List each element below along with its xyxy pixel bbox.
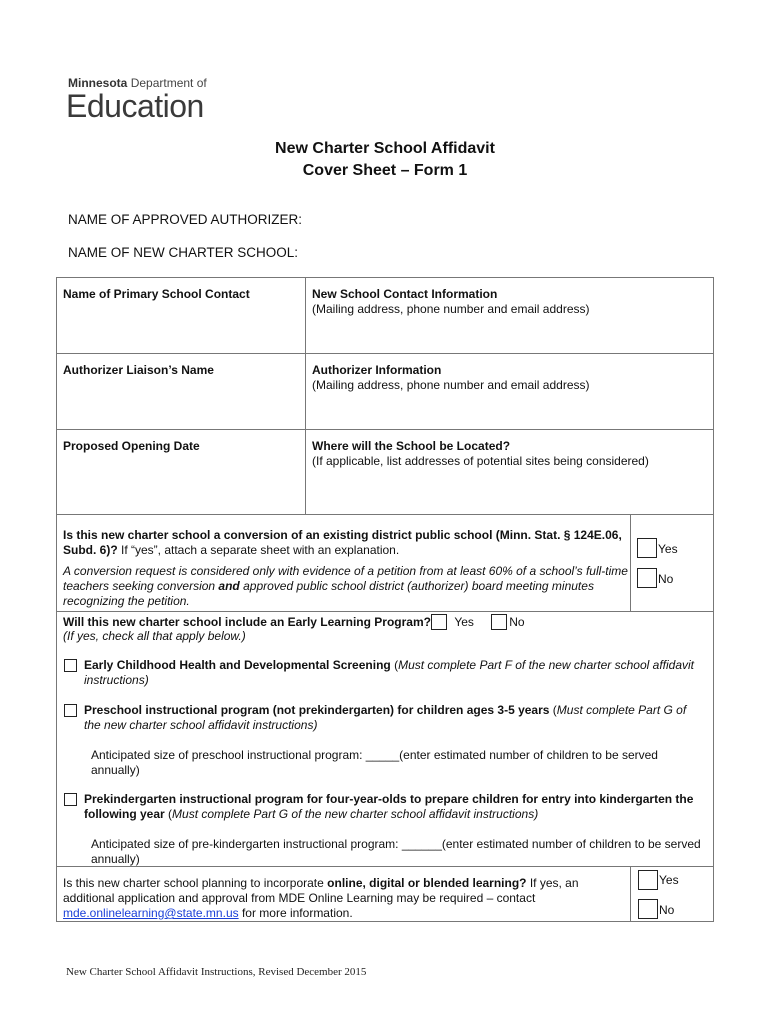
screening-item-italic: Must complete Part F of the new charter school affidavit instructions) (84, 658, 694, 687)
conversion-no-label: No (658, 572, 674, 586)
preschool-item-paren: ( (549, 703, 557, 717)
authorizer-name-field[interactable]: NAME OF APPROVED AUTHORIZER: (68, 212, 303, 227)
online-q-bold: online, digital or blended learning? (327, 876, 527, 890)
early-learning-sub: (If yes, check all that apply below.) (63, 629, 246, 643)
logo-state: Minnesota (68, 76, 128, 90)
early-no-label: No (509, 615, 525, 629)
liaison-label: Authorizer Liaison’s Name (63, 363, 214, 377)
prekindergarten-size-field[interactable]: Anticipated size of pre-kindergarten instructional program: ______(enter estimated number of children to be served annually) (91, 837, 701, 866)
page-subtitle: Cover Sheet – Form 1 (302, 162, 468, 179)
conversion-no-checkbox[interactable] (637, 568, 657, 588)
online-q-b: If yes, an additional application and approval from MDE Online Learning may be required – contact (63, 876, 579, 905)
location-title: Where will the School be Located? (312, 439, 511, 453)
logo-education: Education (66, 88, 204, 124)
preschool-checkbox[interactable] (64, 704, 77, 717)
conversion-question-bold: Is this new charter school a conversion of an existing district public school (Minn. Stat. § 124E.06, Subd. 6)? (63, 528, 622, 557)
online-yes-checkbox[interactable] (638, 870, 658, 890)
online-no-label: No (659, 903, 675, 917)
prekindergarten-checkbox[interactable] (64, 793, 77, 806)
preschool-item-italic: Must complete Part G of the new charter school affidavit instructions) (84, 703, 687, 732)
preschool-size-field[interactable]: Anticipated size of preschool instructional program: _____(enter estimated number of children to be served annually) (91, 748, 658, 777)
screening-item-paren: ( (390, 658, 399, 672)
preschool-item-bold: Preschool instructional program (not prekindergarten) for children ages 3-5 years (84, 703, 550, 717)
primary-contact-label: Name of Primary School Contact (63, 287, 250, 301)
prekindergarten-item (84, 792, 708, 822)
preschool-item (84, 703, 706, 733)
screening-item-bold: Early Childhood Health and Developmental Screening (84, 658, 391, 672)
conversion-note-and: and (218, 579, 240, 593)
prekindergarten-item-bold: Prekindergarten instructional program for four-year-olds to prepare children for entry into kindergarten the following year (84, 792, 694, 821)
online-no-checkbox[interactable] (638, 899, 658, 919)
conversion-question-rest: If “yes”, attach a separate sheet with an explanation. (117, 543, 400, 557)
early-yes-checkbox[interactable] (431, 614, 447, 630)
early-learning-question-row (63, 614, 525, 630)
online-learning-question (63, 876, 623, 921)
opening-date-label: Proposed Opening Date (63, 439, 200, 453)
early-yes-label: Yes (454, 615, 474, 629)
page-title: New Charter School Affidavit (275, 140, 495, 157)
conversion-note-a: A conversion request is considered only with evidence of a petition from at least 60% of a school’s full-time teachers seeking conversion (63, 564, 628, 593)
screening-checkbox[interactable] (64, 659, 77, 672)
online-q-a: Is this new charter school planning to incorporate (63, 876, 328, 890)
online-yes-label: Yes (659, 873, 679, 887)
conversion-question (63, 528, 623, 558)
charter-school-name-field[interactable]: NAME OF NEW CHARTER SCHOOL: (68, 245, 299, 260)
conversion-note (63, 564, 628, 609)
conversion-yes-label: Yes (658, 542, 678, 556)
authorizer-info-title: Authorizer Information (312, 363, 442, 377)
online-q-c: for more information. (238, 906, 353, 920)
conversion-yes-checkbox[interactable] (637, 538, 657, 558)
prekindergarten-item-paren: ( (164, 807, 173, 821)
authorizer-info-sub: (Mailing address, phone number and email address) (312, 378, 590, 392)
page-footer: New Charter School Affidavit Instructions, Revised December 2015 (66, 966, 367, 978)
conversion-note-b: approved public school district (authorizer) board meeting minutes recognizing the petition. (63, 579, 594, 608)
location-sub: (If applicable, list addresses of potential sites being considered) (312, 454, 649, 468)
logo-dept: Department of (130, 76, 207, 90)
screening-item (84, 658, 704, 688)
prekindergarten-item-italic: Must complete Part G of the new charter school affidavit instructions) (172, 807, 539, 821)
early-learning-question: Will this new charter school include an Early Learning Program? (63, 615, 431, 629)
school-contact-title: New School Contact Information (312, 287, 498, 301)
early-no-checkbox[interactable] (491, 614, 507, 630)
school-contact-sub: (Mailing address, phone number and email address) (312, 302, 590, 316)
online-learning-email-link[interactable]: mde.onlinelearning@state.mn.us (63, 906, 239, 920)
